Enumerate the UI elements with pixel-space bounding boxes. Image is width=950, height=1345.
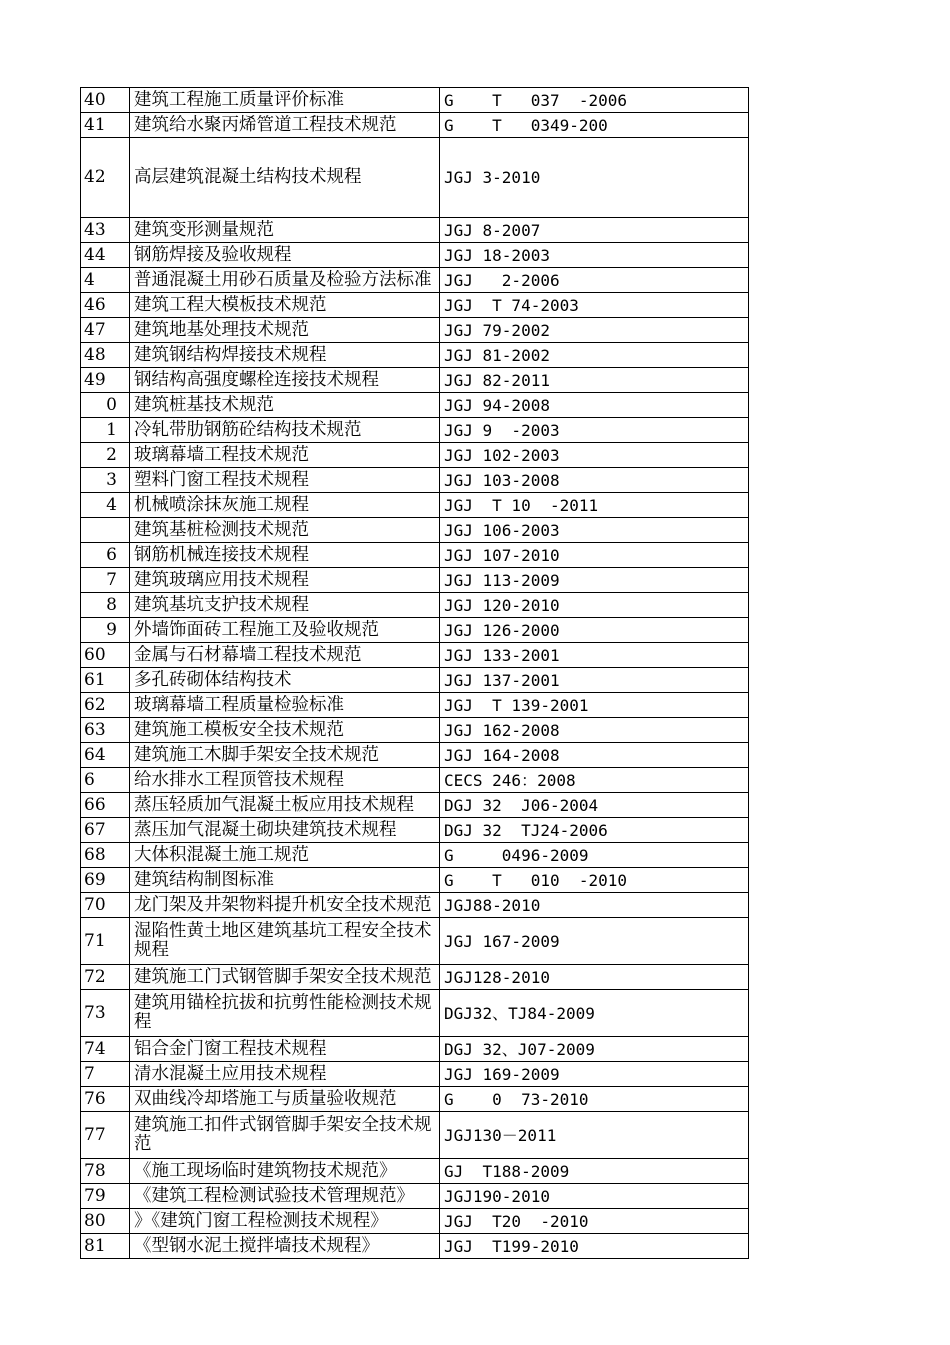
table-row <box>81 243 749 268</box>
standard-code-cell: JGJ 164-2008 <box>440 743 749 768</box>
standard-name-cell: 蒸压加气混凝土砌块建筑技术规程 <box>130 818 440 843</box>
standard-name-cell: 钢筋机械连接技术规程 <box>130 543 440 568</box>
row-number-cell: 49 <box>81 368 130 393</box>
table-row <box>81 218 749 243</box>
standard-name-cell: 建筑工程施工质量评价标准 <box>130 88 440 113</box>
standard-code-cell: JGJ T 10 -2011 <box>440 493 749 518</box>
standard-name-cell: 建筑变形测量规范 <box>130 218 440 243</box>
standard-code-cell: JGJ 167-2009 <box>440 918 749 965</box>
standard-code-cell: JGJ 82-2011 <box>440 368 749 393</box>
row-number-cell: 42 <box>81 138 130 218</box>
standards-table <box>80 87 749 1259</box>
standard-name-cell: 建筑施工模板安全技术规范 <box>130 718 440 743</box>
row-number-cell: 74 <box>81 1037 130 1062</box>
standard-name-cell: 建筑工程大模板技术规范 <box>130 293 440 318</box>
standard-name-cell: 湿陷性黄土地区建筑基坑工程安全技术规程 <box>130 918 440 965</box>
standard-code-cell: JGJ 120-2010 <box>440 593 749 618</box>
row-number-cell: 77 <box>81 1112 130 1159</box>
table-row <box>81 893 749 918</box>
standard-name-cell: 塑料门窗工程技术规程 <box>130 468 440 493</box>
standard-code-cell: JGJ T199-2010 <box>440 1234 749 1259</box>
row-number-cell: 0 <box>81 393 130 418</box>
standard-code-cell: JGJ130－2011 <box>440 1112 749 1159</box>
standard-code-cell: DGJ 32 TJ24-2006 <box>440 818 749 843</box>
standard-name-cell: 《建筑工程检测试验技术管理规范》 <box>130 1184 440 1209</box>
standard-code-cell: JGJ 18-2003 <box>440 243 749 268</box>
standard-code-cell: JGJ 137-2001 <box>440 668 749 693</box>
table-row <box>81 368 749 393</box>
standard-code-cell: JGJ190-2010 <box>440 1184 749 1209</box>
table-row <box>81 1159 749 1184</box>
standard-code-cell: G 0496-2009 <box>440 843 749 868</box>
standard-code-cell: CECS 246：2008 <box>440 768 749 793</box>
table-row <box>81 1184 749 1209</box>
row-number-cell: 7 <box>81 568 130 593</box>
standard-code-cell: JGJ88-2010 <box>440 893 749 918</box>
standard-name-cell: 建筑钢结构焊接技术规程 <box>130 343 440 368</box>
table-row <box>81 1037 749 1062</box>
row-number-cell: 2 <box>81 443 130 468</box>
table-row <box>81 1062 749 1087</box>
row-number-cell: 72 <box>81 965 130 990</box>
standard-code-cell: JGJ T 74-2003 <box>440 293 749 318</box>
table-row <box>81 1087 749 1112</box>
standard-name-cell: 冷轧带肋钢筋砼结构技术规范 <box>130 418 440 443</box>
standard-code-cell: JGJ 9 -2003 <box>440 418 749 443</box>
standard-name-cell: 《施工现场临时建筑物技术规范》 <box>130 1159 440 1184</box>
table-row <box>81 990 749 1037</box>
standard-code-cell: G T 037 -2006 <box>440 88 749 113</box>
standard-code-cell: JGJ 162-2008 <box>440 718 749 743</box>
table-row <box>81 393 749 418</box>
row-number-cell: 40 <box>81 88 130 113</box>
table-row <box>81 918 749 965</box>
row-number-cell: 48 <box>81 343 130 368</box>
row-number-cell: 46 <box>81 293 130 318</box>
table-row <box>81 1209 749 1234</box>
row-number-cell: 62 <box>81 693 130 718</box>
table-row <box>81 568 749 593</box>
standard-code-cell: JGJ 113-2009 <box>440 568 749 593</box>
standard-name-cell: 双曲线冷却塔施工与质量验收规范 <box>130 1087 440 1112</box>
row-number-cell: 43 <box>81 218 130 243</box>
table-row <box>81 418 749 443</box>
standard-code-cell: DGJ 32 J06-2004 <box>440 793 749 818</box>
standard-name-cell: 多孔砖砌体结构技术 <box>130 668 440 693</box>
table-row <box>81 343 749 368</box>
standard-code-cell: JGJ 2-2006 <box>440 268 749 293</box>
standard-name-cell: 玻璃幕墙工程质量检验标准 <box>130 693 440 718</box>
row-number-cell: 80 <box>81 1209 130 1234</box>
table-row <box>81 493 749 518</box>
table-row <box>81 318 749 343</box>
standard-code-cell: JGJ 126-2000 <box>440 618 749 643</box>
table-row <box>81 1112 749 1159</box>
standard-name-cell: 钢筋焊接及验收规程 <box>130 243 440 268</box>
table-row <box>81 643 749 668</box>
standard-code-cell: JGJ128-2010 <box>440 965 749 990</box>
row-number-cell: 79 <box>81 1184 130 1209</box>
standard-code-cell: DGJ32、TJ84-2009 <box>440 990 749 1037</box>
standard-name-cell: 铝合金门窗工程技术规程 <box>130 1037 440 1062</box>
standard-code-cell: JGJ 133-2001 <box>440 643 749 668</box>
row-number-cell: 68 <box>81 843 130 868</box>
row-number-cell: 3 <box>81 468 130 493</box>
standard-name-cell: 普通混凝土用砂石质量及检验方法标准 <box>130 268 440 293</box>
table-row <box>81 518 749 543</box>
table-row <box>81 668 749 693</box>
table-row <box>81 868 749 893</box>
standard-name-cell: 建筑基坑支护技术规程 <box>130 593 440 618</box>
standard-name-cell: 清水混凝土应用技术规程 <box>130 1062 440 1087</box>
row-number-cell: 60 <box>81 643 130 668</box>
standard-code-cell: JGJ 94-2008 <box>440 393 749 418</box>
standards-table-body <box>81 88 749 1259</box>
row-number-cell: 69 <box>81 868 130 893</box>
table-row <box>81 965 749 990</box>
standard-name-cell: 蒸压轻质加气混凝土板应用技术规程 <box>130 793 440 818</box>
table-row <box>81 468 749 493</box>
row-number-cell: 47 <box>81 318 130 343</box>
table-row <box>81 793 749 818</box>
row-number-cell: 73 <box>81 990 130 1037</box>
standard-name-cell: 《型钢水泥土搅拌墙技术规程》 <box>130 1234 440 1259</box>
standard-code-cell: JGJ 3-2010 <box>440 138 749 218</box>
row-number-cell: 41 <box>81 113 130 138</box>
row-number-cell: 70 <box>81 893 130 918</box>
standard-code-cell: GJ T188-2009 <box>440 1159 749 1184</box>
standard-code-cell: G T 0349-200 <box>440 113 749 138</box>
standard-code-cell: JGJ 106-2003 <box>440 518 749 543</box>
table-row <box>81 843 749 868</box>
table-row <box>81 618 749 643</box>
standard-name-cell: 建筑用锚栓抗拔和抗剪性能检测技术规程 <box>130 990 440 1037</box>
row-number-cell: 44 <box>81 243 130 268</box>
row-number-cell: 63 <box>81 718 130 743</box>
standard-code-cell: JGJ 79-2002 <box>440 318 749 343</box>
row-number-cell: 4 <box>81 268 130 293</box>
standard-name-cell: 建筑玻璃应用技术规程 <box>130 568 440 593</box>
standard-name-cell: 给水排水工程顶管技术规程 <box>130 768 440 793</box>
row-number-cell: 8 <box>81 593 130 618</box>
table-row <box>81 593 749 618</box>
standard-name-cell: 》《建筑门窗工程检测技术规程》 <box>130 1209 440 1234</box>
standard-code-cell: DGJ 32、J07-2009 <box>440 1037 749 1062</box>
row-number-cell: 66 <box>81 793 130 818</box>
row-number-cell: 6 <box>81 543 130 568</box>
row-number-cell: 6 <box>81 768 130 793</box>
standard-code-cell: JGJ T 139-2001 <box>440 693 749 718</box>
table-row <box>81 443 749 468</box>
standard-name-cell: 玻璃幕墙工程技术规范 <box>130 443 440 468</box>
row-number-cell: 1 <box>81 418 130 443</box>
standard-code-cell: JGJ 169-2009 <box>440 1062 749 1087</box>
row-number-cell: 67 <box>81 818 130 843</box>
standard-code-cell: JGJ 8-2007 <box>440 218 749 243</box>
standard-name-cell: 建筑施工门式钢管脚手架安全技术规范 <box>130 965 440 990</box>
standard-code-cell: JGJ 103-2008 <box>440 468 749 493</box>
standard-name-cell: 大体积混凝土施工规范 <box>130 843 440 868</box>
standard-code-cell: JGJ 102-2003 <box>440 443 749 468</box>
row-number-cell: 71 <box>81 918 130 965</box>
standard-name-cell: 高层建筑混凝土结构技术规程 <box>130 138 440 218</box>
standard-name-cell: 建筑施工扣件式钢管脚手架安全技术规范 <box>130 1112 440 1159</box>
row-number-cell: 4 <box>81 493 130 518</box>
standard-name-cell: 外墙饰面砖工程施工及验收规范 <box>130 618 440 643</box>
table-row <box>81 268 749 293</box>
row-number-cell: 61 <box>81 668 130 693</box>
table-row <box>81 718 749 743</box>
standard-name-cell: 建筑桩基技术规范 <box>130 393 440 418</box>
table-row <box>81 693 749 718</box>
table-row <box>81 1234 749 1259</box>
table-row <box>81 543 749 568</box>
standard-name-cell: 机械喷涂抹灰施工规程 <box>130 493 440 518</box>
row-number-cell: 78 <box>81 1159 130 1184</box>
standard-code-cell: G 0 73-2010 <box>440 1087 749 1112</box>
standard-name-cell: 建筑施工木脚手架安全技术规范 <box>130 743 440 768</box>
standard-code-cell: JGJ 81-2002 <box>440 343 749 368</box>
standard-code-cell: JGJ 107-2010 <box>440 543 749 568</box>
row-number-cell: 81 <box>81 1234 130 1259</box>
table-row <box>81 88 749 113</box>
standard-name-cell: 建筑基桩检测技术规范 <box>130 518 440 543</box>
standard-name-cell: 建筑结构制图标准 <box>130 868 440 893</box>
row-number-cell: 9 <box>81 618 130 643</box>
row-number-cell: 7 <box>81 1062 130 1087</box>
table-row <box>81 743 749 768</box>
table-row <box>81 138 749 218</box>
row-number-cell <box>81 518 130 543</box>
standard-name-cell: 金属与石材幕墙工程技术规范 <box>130 643 440 668</box>
table-row <box>81 768 749 793</box>
row-number-cell: 64 <box>81 743 130 768</box>
standard-code-cell: JGJ T20 -2010 <box>440 1209 749 1234</box>
standard-name-cell: 建筑地基处理技术规范 <box>130 318 440 343</box>
table-row <box>81 293 749 318</box>
table-row <box>81 818 749 843</box>
standard-name-cell: 建筑给水聚丙烯管道工程技术规范 <box>130 113 440 138</box>
standard-name-cell: 龙门架及井架物料提升机安全技术规范 <box>130 893 440 918</box>
standard-code-cell: G T 010 -2010 <box>440 868 749 893</box>
table-row <box>81 113 749 138</box>
row-number-cell: 76 <box>81 1087 130 1112</box>
standard-name-cell: 钢结构高强度螺栓连接技术规程 <box>130 368 440 393</box>
